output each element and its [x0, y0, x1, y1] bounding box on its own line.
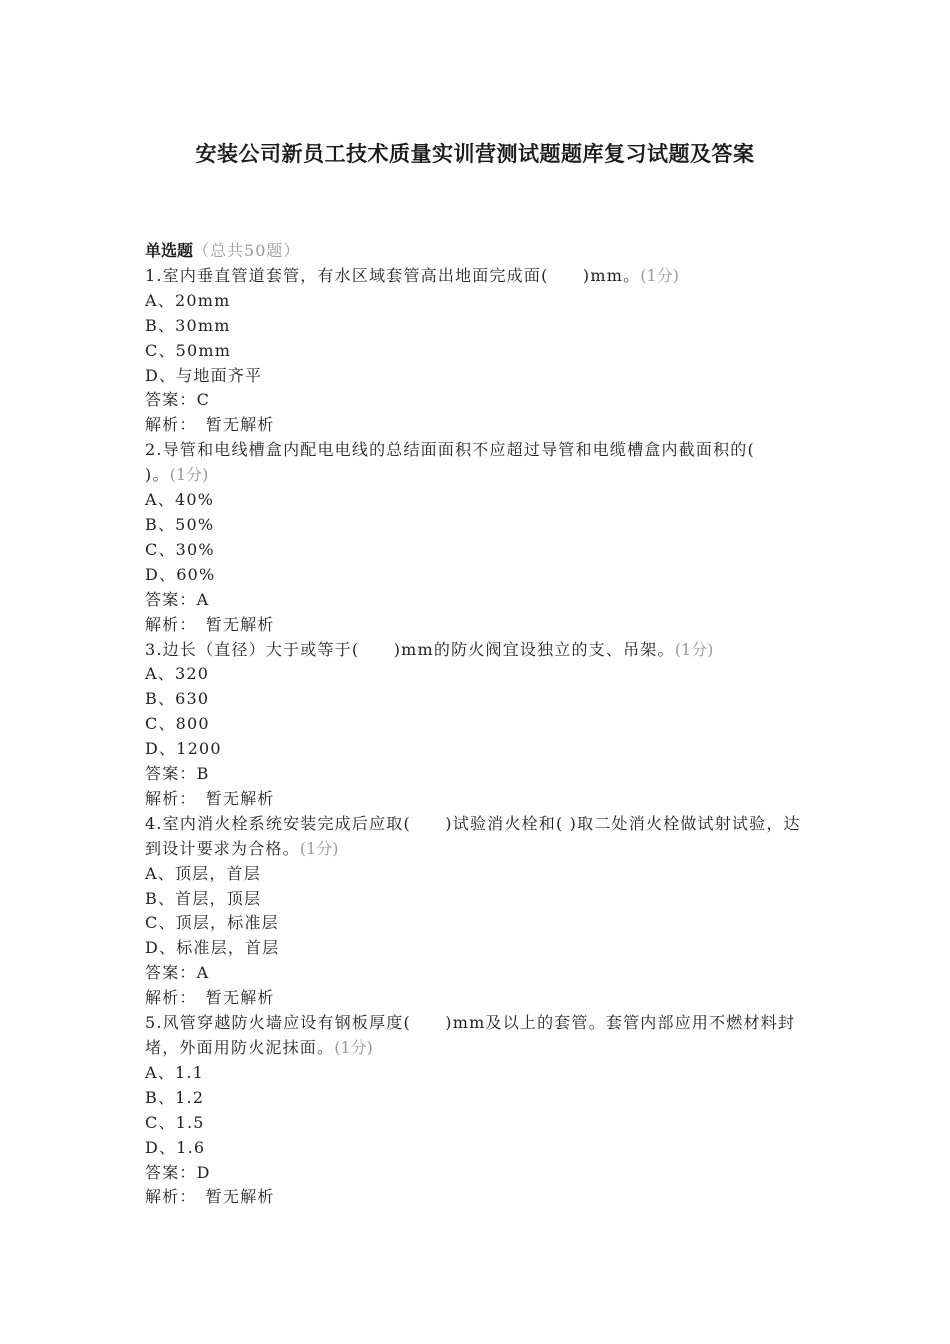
analysis: 解析： 暂无解析	[145, 988, 275, 1008]
answer: 答案：D	[145, 1162, 211, 1182]
analysis: 解析： 暂无解析	[145, 415, 275, 435]
option-a: A、顶层，首层	[145, 863, 261, 883]
question-list	[145, 239, 805, 1210]
option-c: C、800	[145, 714, 210, 734]
analysis: 解析： 暂无解析	[145, 788, 275, 808]
section-label: 单选题	[145, 241, 194, 260]
analysis: 解析： 暂无解析	[145, 1187, 275, 1207]
option-a: A、40%	[145, 490, 215, 510]
question-item	[145, 638, 805, 812]
option-b: B、50%	[145, 514, 215, 534]
option-d: D、1.6	[145, 1137, 206, 1157]
option-b: B、30mm	[145, 315, 231, 335]
analysis: 解析： 暂无解析	[145, 614, 275, 634]
answer: 答案：A	[145, 963, 210, 983]
question-score: (1分)	[640, 265, 679, 285]
option-a: A、1.1	[145, 1062, 205, 1082]
option-d: D、与地面齐平	[145, 365, 263, 385]
option-a: A、320	[145, 664, 210, 684]
option-c: C、顶层，标准层	[145, 913, 279, 933]
question-score: (1分)	[674, 639, 714, 659]
question-item	[145, 438, 805, 637]
answer: 答案：B	[145, 764, 210, 784]
section-heading	[145, 239, 805, 264]
question-stem	[145, 264, 805, 289]
question-item	[145, 812, 805, 1011]
question-score: (1分)	[169, 465, 209, 485]
question-stem	[145, 812, 805, 862]
question-item	[145, 1011, 805, 1210]
page-title: 安装公司新员工技术质量实训营测试题题库复习试题及答案	[195, 141, 755, 166]
question-stem	[145, 1011, 805, 1061]
answer: 答案：C	[145, 390, 211, 410]
option-b: B、1.2	[145, 1087, 205, 1107]
option-d: D、标准层，首层	[145, 938, 280, 958]
section-total: （总共50题）	[193, 241, 301, 260]
question-text: 2.导管和电线槽盒内配电电线的总结面面积不应超过导管和电缆槽盒内截面积的( )。	[145, 440, 790, 485]
answer: 答案：A	[145, 589, 210, 609]
option-a: A、20mm	[145, 290, 231, 310]
question-text: 4.室内消火栓系统安装完成后应取( )试验消火栓和( )取二处消火栓做试射试验，达到设计要求为合格。	[145, 813, 801, 858]
option-b: B、首层，顶层	[145, 888, 262, 908]
option-c: C、30%	[145, 539, 215, 559]
question-score: (1分)	[334, 1038, 373, 1057]
option-d: D、1200	[145, 739, 222, 759]
question-text: 5.风管穿越防火墙应设有钢板厚度( )mm及以上的套管。套管内部应用不燃材料封堵，外面用防火泥抹面。	[145, 1013, 796, 1057]
question-item	[145, 264, 805, 438]
question-score: (1分)	[299, 838, 339, 858]
question-stem	[145, 638, 805, 663]
option-c: C、50mm	[145, 340, 232, 360]
option-d: D、60%	[145, 564, 216, 584]
option-b: B、630	[145, 689, 210, 709]
question-stem	[145, 438, 805, 488]
option-c: C、1.5	[145, 1112, 205, 1132]
question-text: 1.室内垂直管道套管，有水区域套管高出地面完成面( )mm。	[145, 265, 641, 285]
question-text: 3.边长（直径）大于或等于( )mm的防火阀宜设独立的支、吊架。	[145, 639, 675, 659]
